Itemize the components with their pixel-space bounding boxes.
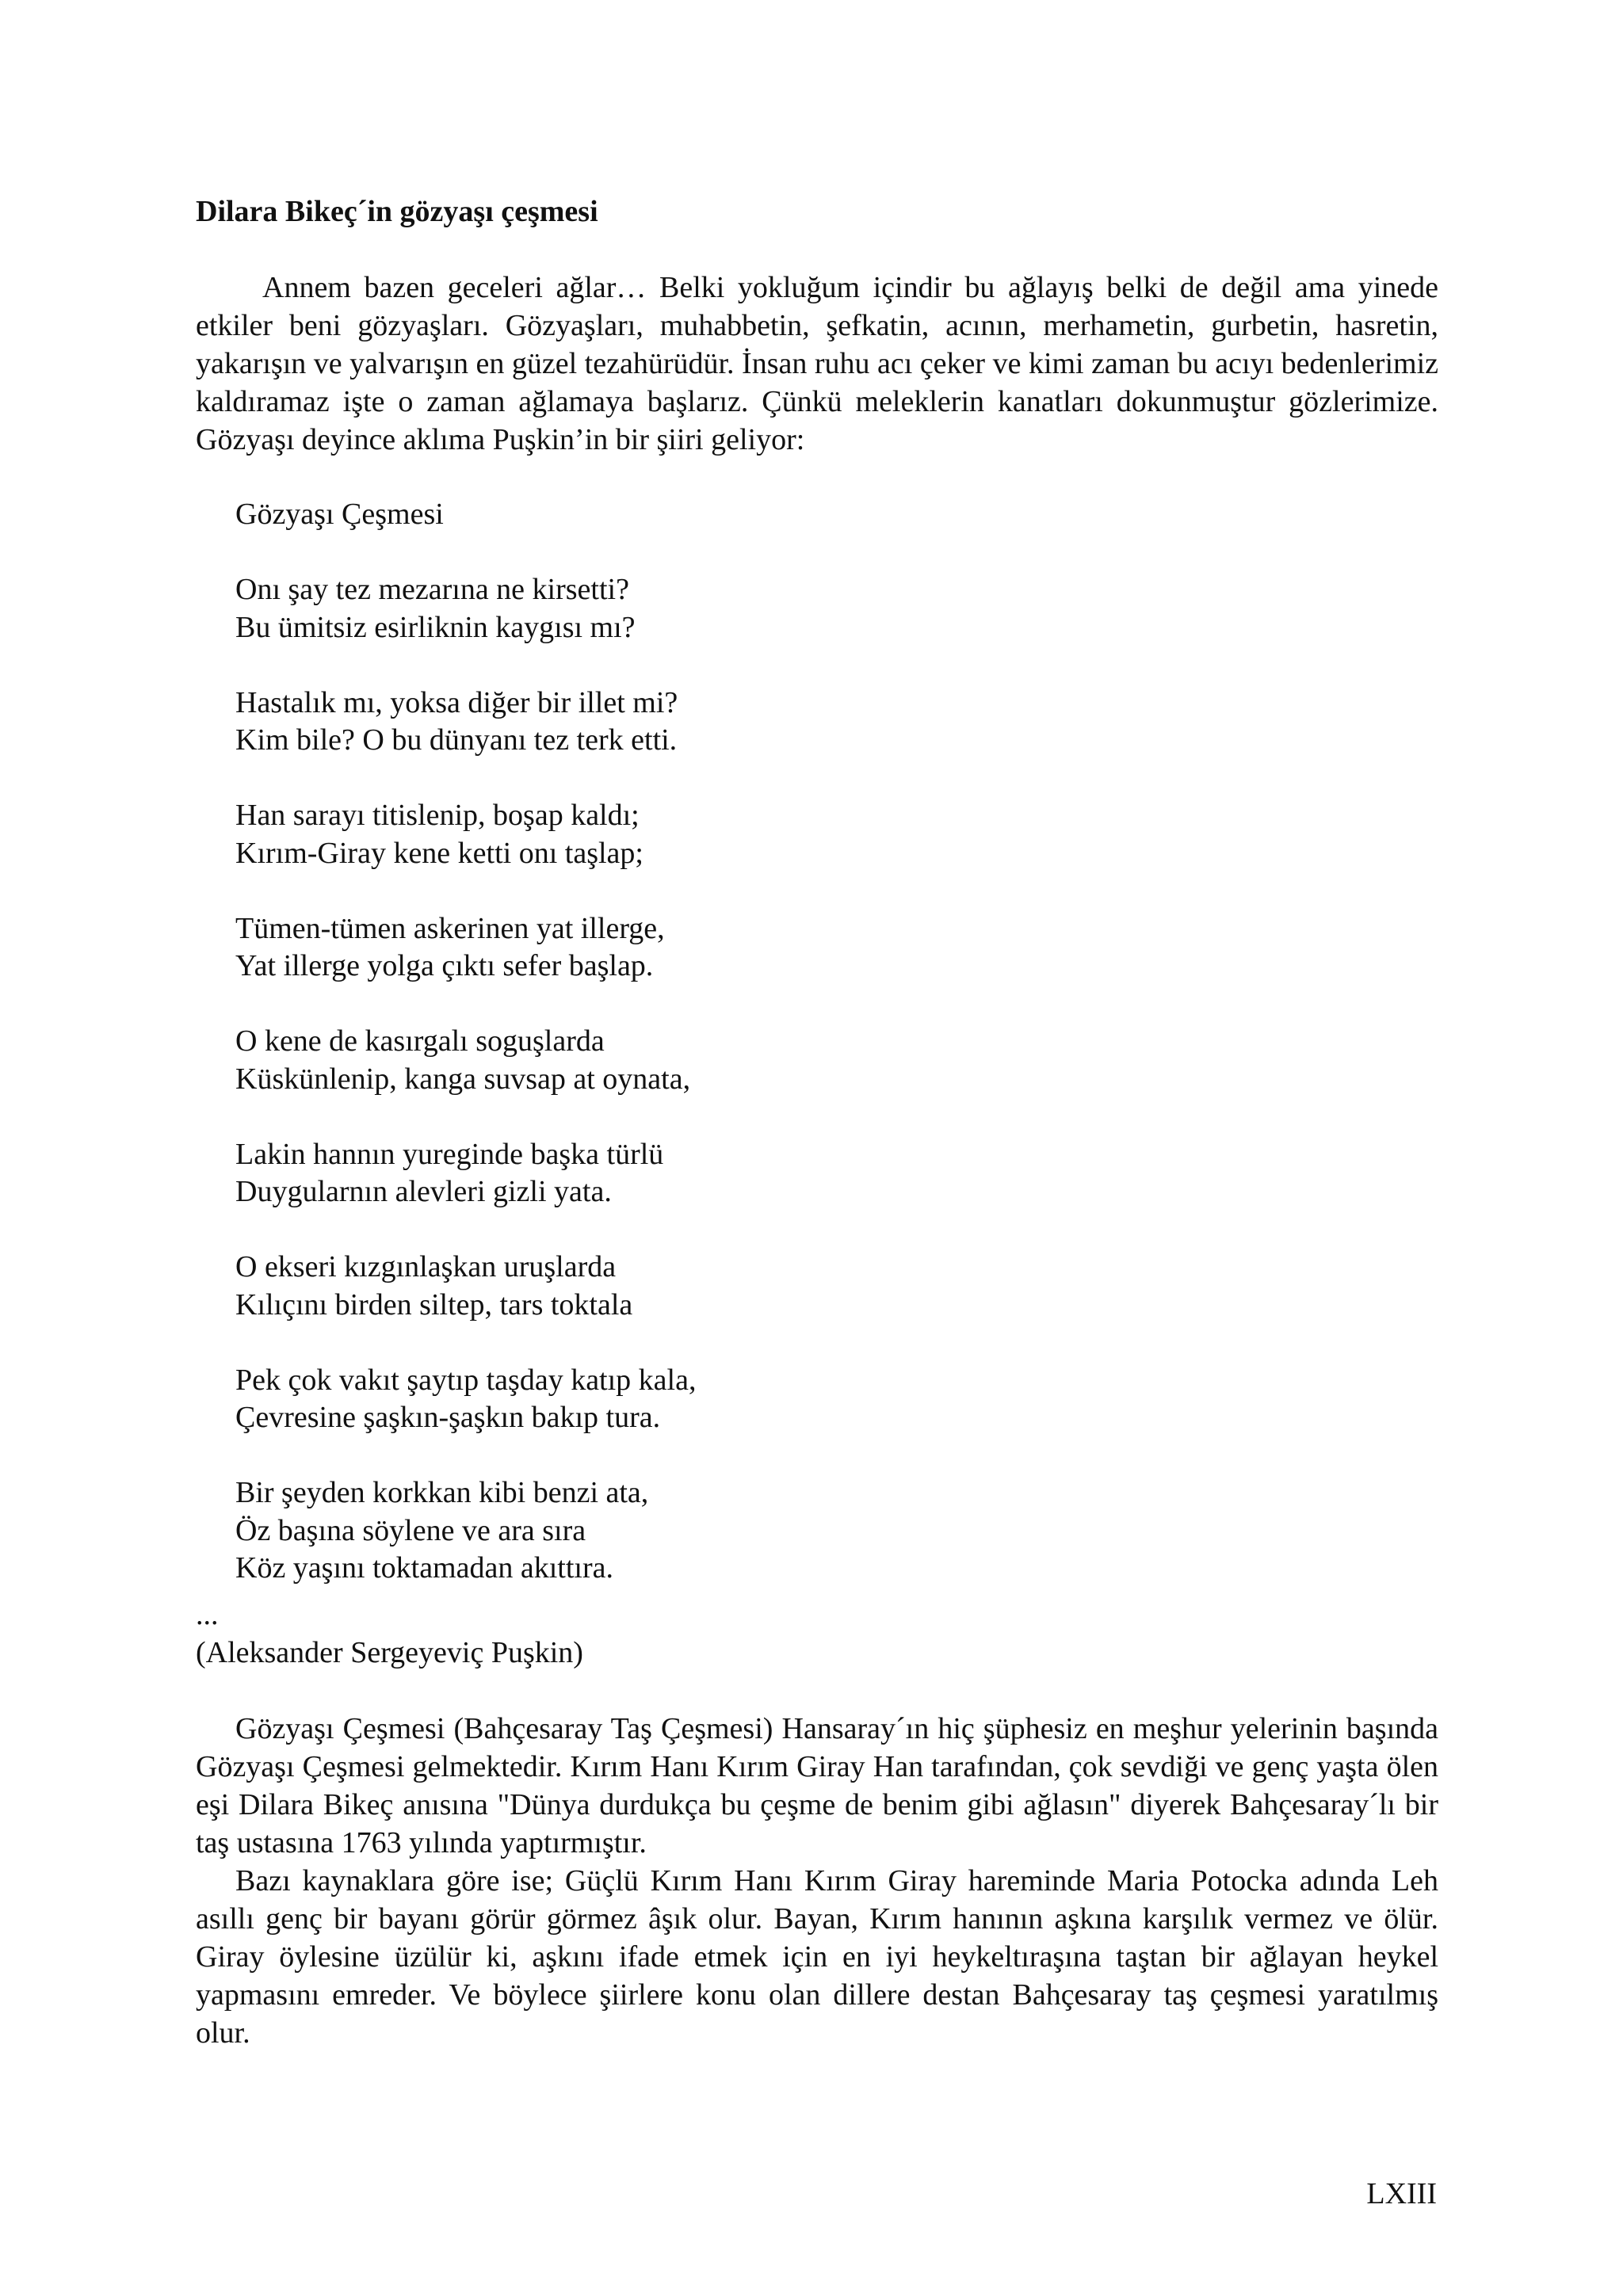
- body-paragraph-text: Bazı kaynaklara göre ise; Güçlü Kırım Hanı Kırım Giray hareminde Maria Potocka adında Leh asıllı genç bir bayanı görür görmez âşık olur. Bayan, Kırım hanının aşkına karşılık vermez ve ölür. Giray öylesine üzülür ki, aşkını ifade etmek için en iyi heykeltıraşına taştan bir ağlayan heykel yapmasını emreder. Ve böylece şiirlere konu olan dillere destan Bahçesaray taş çeşmesi yaratılmış olur.: [196, 1864, 1438, 2050]
- poem-line: Pek çok vakıt şaytıp taşday katıp kala,: [235, 1363, 697, 1397]
- poem-line: Çevresine şaşkın-şaşkın bakıp tura.: [235, 1401, 661, 1434]
- poem-line: Hastalık mı, yoksa diğer bir illet mi?: [235, 685, 678, 719]
- poem-line: Han sarayı titislenip, boşap kaldı;: [235, 799, 640, 832]
- intro-paragraph-text: Annem bazen geceleri ağlar… Belki yokluğum içindir bu ağlayış belki de değil ama yinede etkiler beni gözyaşları. Gözyaşları, muhabbetin, şefkatin, acının, merhametin, gurbetin, hasretin, yakarışın ve yalvarışın en güzel tezahürüdür. İnsan ruhu acı çeker ve kimi zaman bu acıyı bedenlerimiz kaldıramaz işte o zaman ağlamaya başlarız. Çünkü meleklerin kanatları dokunmuştur gözlerimize. Gözyaşı deyince aklıma Puşkin’in bir şiiri geliyor:: [196, 271, 1438, 456]
- poem-line: Öz başına söylene ve ara sıra: [235, 1513, 586, 1547]
- poem-line: Onı şay tez mezarına ne kirsetti?: [235, 573, 629, 606]
- poem-title: Gözyaşı Çeşmesi: [235, 498, 444, 531]
- poem-line: Küskünlenip, kanga suvsap at oynata,: [235, 1062, 691, 1096]
- poem-stanza: [235, 571, 696, 646]
- poem-line: Bu ümitsiz esirliknin kaygısı mı?: [235, 610, 636, 644]
- poem-stanza: [235, 797, 696, 872]
- poem-stanza: [235, 1023, 696, 1098]
- poem-line: Kılıçını birden siltep, tars toktala: [235, 1287, 633, 1322]
- poem-line: O ekseri kızgınlaşkan uruşlarda: [235, 1250, 617, 1283]
- poem-stanza: [235, 1362, 696, 1437]
- poem-attribution: (Aleksander Sergeyeviç Puşkin): [196, 1636, 583, 1669]
- body-paragraph: [196, 1862, 1438, 2052]
- poem: [235, 496, 696, 1588]
- poem-line: O kene de kasırgalı soguşlarda: [235, 1024, 605, 1058]
- poem-line: Tümen-tümen askerinen yat illerge,: [235, 911, 665, 945]
- page-number: LXIII: [1366, 2177, 1437, 2210]
- document-title: Dilara Bikeç´in gözyaşı çeşmesi: [196, 195, 598, 228]
- poem-stanza: [235, 1136, 696, 1211]
- poem-line: Duygularnın alevleri gizli yata.: [235, 1175, 612, 1208]
- poem-stanza: [235, 1249, 696, 1324]
- poem-line: Kırım-Giray kene ketti onı taşlap;: [235, 836, 643, 870]
- poem-stanza: [235, 910, 696, 986]
- poem-ellipsis: ...: [196, 1598, 219, 1631]
- body-paragraph: [196, 1710, 1438, 1862]
- poem-line: Kim bile? O bu dünyanı tez terk etti.: [235, 723, 678, 757]
- poem-line: Bir şeyden korkkan kibi benzi ata,: [235, 1476, 649, 1509]
- poem-line: Yat illerge yolga çıktı sefer başlap.: [235, 949, 654, 982]
- poem-line: Lakin hannın yureginde başka türlü: [235, 1137, 664, 1171]
- poem-stanza: [235, 685, 696, 760]
- poem-stanza: [235, 1474, 696, 1588]
- body-paragraph-text: Gözyaşı Çeşmesi (Bahçesaray Taş Çeşmesi) Hansaray´ın hiç şüphesiz en meşhur yelerinin başında Gözyaşı Çeşmesi gelmektedir. Kırım Hanı Kırım Giray Han tarafından, çok sevdiği ve genç yaşta ölen eşi Dilara Bikeç anısına "Dünya durdukça bu çeşme de benim gibi ağlasın" diyerek Bahçesaray´lı bir taş ustasına 1763 yılında yaptırmıştır.: [196, 1712, 1438, 1859]
- poem-line: Köz yaşını toktamadan akıttıra.: [235, 1551, 613, 1585]
- poem-title-stanza: [235, 496, 696, 534]
- intro-paragraph: [196, 269, 1438, 459]
